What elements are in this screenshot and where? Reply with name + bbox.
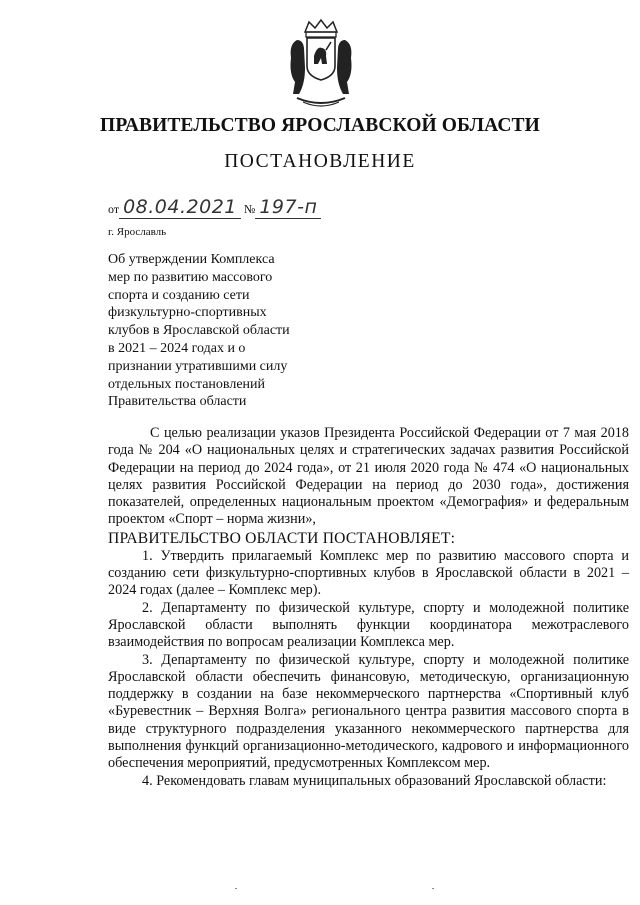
coat-of-arms-icon [285, 18, 357, 108]
subject-line: клубов в Ярославской области [108, 323, 290, 339]
decree-heading: ПРАВИТЕЛЬСТВО ОБЛАСТИ ПОСТАНОВЛЯЕТ: [108, 529, 456, 547]
date-number-line [108, 196, 321, 218]
subject-line: физкультурно-спортивных [108, 305, 267, 321]
subject-line: Правительства области [108, 394, 247, 410]
subject-line: отдельных постановлений [108, 376, 266, 392]
scan-speck [235, 888, 237, 889]
document-type: ПОСТАНОВЛЕНИЕ [224, 151, 416, 172]
scan-speck [432, 888, 434, 889]
subject-line: признании утратившими силу [108, 358, 288, 374]
subject-line: спорта и созданию сети [108, 287, 250, 303]
document-body [108, 425, 629, 790]
organization-title: ПРАВИТЕЛЬСТВО ЯРОСЛАВСКОЙ ОБЛАСТИ [100, 115, 540, 136]
subject-line: в 2021 – 2024 годах и о [108, 340, 246, 356]
document-number: 197-п [255, 196, 321, 219]
decree-item: 3. Департаменту по физической культуре, спорту и молодежной политике Ярославской области обеспечить финансовую, методическую, организационную поддержку в создании на базе некоммерческого партнерства «Спортивный клуб «Буревестник – Верхняя Волга» регионального центра развития массового спорта в виде структурного подразделения указанного некоммерческого партнерства для выполнения функций организационно-методического, кадрового и информационного обеспечения мероприятий, предусмотренных Комплексом мер. [108, 651, 629, 772]
document-place: г. Ярославль [108, 226, 167, 238]
subject-line: мер по развитию массового [108, 269, 273, 285]
decree-item: 2. Департаменту по физической культуре, спорту и молодежной политике Ярославской области выполнять функции координатора межотраслевого взаимодействия по вопросам реализации Комплекса мер. [108, 599, 629, 651]
document-subject [108, 251, 318, 411]
decree-item: 4. Рекомендовать главам муниципальных образований Ярославской области: [142, 772, 607, 789]
document-date: 08.04.2021 [119, 196, 241, 219]
decree-item: 1. Утвердить прилагаемый Комплекс мер по развитию массового спорта и созданию сети физкультурно-спортивных клубов в Ярославской области в 2021 – 2024 годах (далее – Комплекс мер). [108, 547, 629, 599]
date-prefix: от [108, 202, 120, 216]
preamble-paragraph: С целью реализации указов Президента Российской Федерации от 7 мая 2018 года № 204 «О национальных целях и стратегических задачах развития Российской Федерации на период до 2024 года», от 21 июля 2020 года № 474 «О национальных целях развития Российской Федерации на период до 2030 года», достижения показателей, определенных национальным проектом «Демография» и федеральным проектом «Спорт – норма жизни», [108, 425, 629, 528]
subject-line: Об утверждении Комплекса [108, 252, 275, 267]
number-sign: № [243, 202, 256, 216]
